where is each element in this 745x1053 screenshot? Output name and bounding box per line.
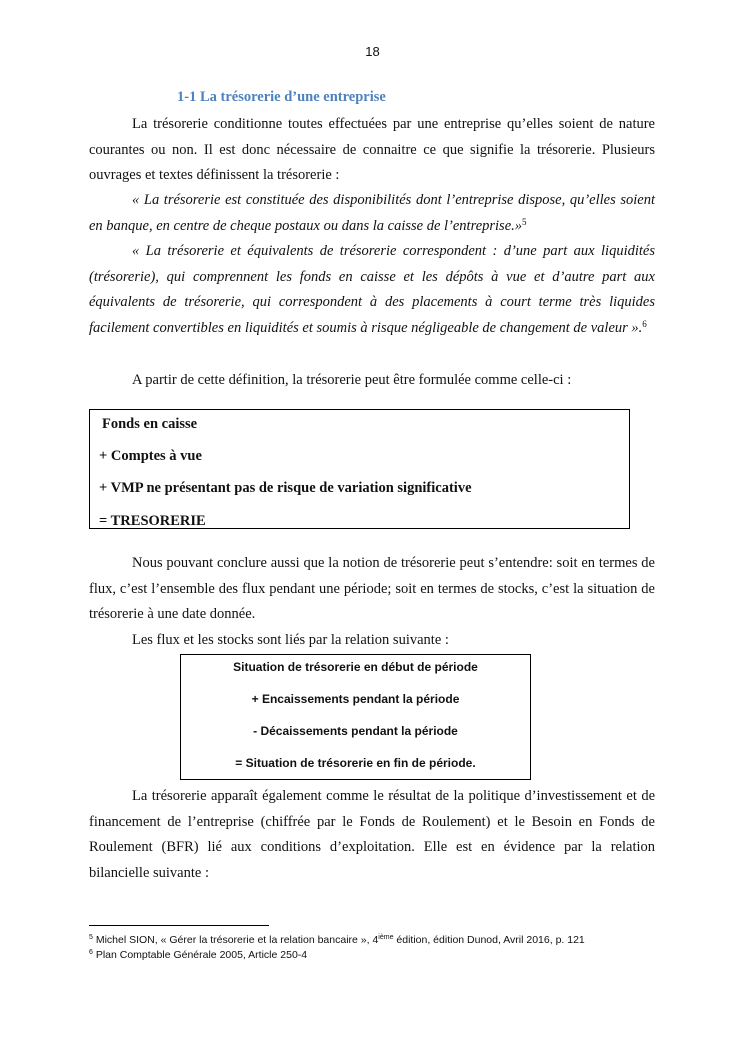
paragraph-formulation: A partir de cette définition, la trésorerie peut être formulée comme celle-ci : (132, 372, 572, 388)
cash-flow-box (180, 654, 531, 780)
footnote-6-number: 6 (89, 949, 93, 956)
footnote-5-number: 5 (89, 934, 93, 941)
formula-line-total: = TRESORERIE (99, 513, 206, 529)
footnote-5-text-a: Michel SION, « Gérer la trésorerie et la relation bancaire », 4 (95, 934, 379, 946)
quote-definition-1 (89, 188, 655, 239)
flow-line-start: Situation de trésorerie en début de période (233, 660, 478, 674)
flow-line-end: = Situation de trésorerie en fin de période. (235, 756, 476, 770)
quote-definition-2 (89, 239, 655, 341)
footnote-5-superscript: ième (378, 934, 394, 941)
flow-line-receipts: + Encaissements pendant la période (251, 692, 460, 706)
paragraph-intro: La trésorerie conditionne toutes effectuées par une entreprise qu’elles soient de nature courantes ou non. Il est donc nécessaire de connaitre ce que signifie la trésorerie. Plusieurs ouvrages et textes définissent la trésorerie : (89, 116, 655, 184)
page-number: 18 (365, 44, 380, 59)
formula-line-cash: Fonds en caisse (102, 416, 198, 432)
footnote-separator (89, 925, 269, 926)
footnote-5-text-b: édition, édition Dunod, Avril 2016, p. 121 (393, 934, 585, 946)
treasury-formula-box (89, 409, 630, 529)
footnote-ref-5: 5 (522, 216, 527, 227)
paragraph-conclusion: La trésorerie apparaît également comme le résultat de la politique d’investissement et de financement de l’entreprise (chiffrée par le Fonds de Roulement) et le Besoin en Fonds de Roulement (BFR) lié aux conditions d’exploitation. Elle est en évidence par la relation bilancielle suivante : (89, 788, 655, 881)
quote-2-text: « La trésorerie et équivalents de trésorerie correspondent : d’une part aux liquidités (trésorerie), qui comprennent les fonds en caisse et les dépôts à vue et d’autre part aux équivalents de trésorerie, qui correspondent à des placements à court terme très liquides facilement convertibles en liquidités et soumis à risque négligeable de changement de valeur ». (89, 243, 655, 336)
section-title: 1-1 La trésorerie d’une entreprise (177, 89, 386, 105)
footnote-ref-6: 6 (642, 318, 647, 329)
paragraph-relation: Les flux et les stocks sont liés par la relation suivante : (132, 632, 449, 648)
formula-line-vmp: + VMP ne présentant pas de risque de variation significative (99, 480, 472, 496)
footnote-6-text: Plan Comptable Générale 2005, Article 250-4 (95, 949, 308, 961)
formula-line-demand-accounts: + Comptes à vue (99, 448, 202, 464)
footnote-5 (89, 934, 585, 946)
paragraph-flux-stocks: Nous pouvant conclure aussi que la notion de trésorerie peut s’entendre: soit en termes de flux, c’est l’ensemble des flux pendant une période; soit en termes de stocks, c’est la situation de trésorerie à une date donnée. (89, 555, 655, 623)
footnote-6 (89, 949, 307, 961)
flow-line-disbursements: - Décaissements pendant la période (253, 724, 458, 738)
quote-1-text: « La trésorerie est constituée des disponibilités dont l’entreprise dispose, qu’elles soient en banque, en centre de cheque postaux ou dans la caisse de l’entreprise.» (89, 192, 655, 234)
